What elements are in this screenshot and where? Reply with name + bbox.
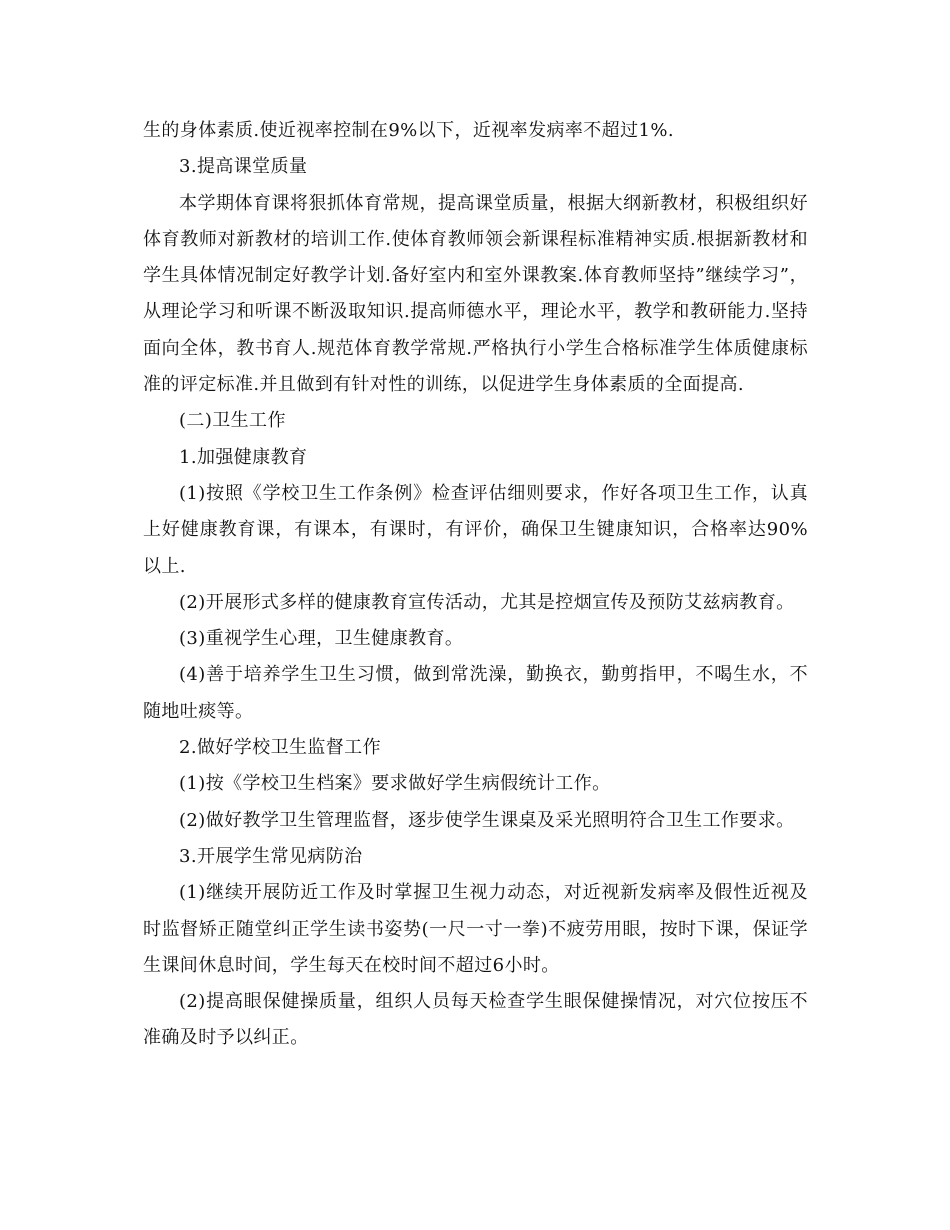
list-item: (2)开展形式多样的健康教育宣传活动，尤其是控烟宣传及预防艾兹病教育。 <box>179 591 795 613</box>
section-heading: (二)卫生工作 <box>179 410 286 432</box>
list-item: (1)继续开展防近工作及时掌握卫生视力动态，对近视新发病率及假性近视及时监督矫正随堂纠正学生读书姿势(一尺一寸一拳)不疲劳用眼，按时下课，保证学生课间休息时间，学生每天在校时间不超过6小时。 <box>143 882 808 976</box>
subsection-heading: 1.加强健康教育 <box>179 446 308 468</box>
section-heading: 3.提高课堂质量 <box>179 156 308 178</box>
body-paragraph: 本学期体育课将狠抓体育常规，提高课堂质量，根据大纲新教材，积极组织好体育教师对新教材的培训工作.使体育教师领会新课程标准精神实质.根据新教材和学生具体情况制定好教学计划.备好室内和室外课教案.体育教师坚持”继续学习”，从理论学习和听课不断汲取知识.提高师德水平，理论水平，教学和教研能力.坚持面向全体，教书育人.规范体育教学常规.严格执行小学生合格标准学生体质健康标准的评定标准.并且做到有针对性的训练，以促进学生身体素质的全面提高. <box>143 192 808 396</box>
list-item: (2)做好教学卫生管理监督，逐步使学生课桌及采光照明符合卫生工作要求。 <box>179 809 795 831</box>
document-body <box>143 113 808 1057</box>
list-item: (2)提高眼保健操质量，组织人员每天检查学生眼保健操情况，对穴位按压不准确及时予以纠正。 <box>143 991 808 1049</box>
list-item: (3)重视学生心理，卫生健康教育。 <box>179 628 464 650</box>
subsection-heading: 2.做好学校卫生监督工作 <box>179 737 381 759</box>
subsection-heading: 3.开展学生常见病防治 <box>179 845 363 867</box>
body-paragraph: 生的身体素质.使近视率控制在9%以下，近视率发病率不超过1%. <box>143 120 674 141</box>
list-item: (1)按照《学校卫生工作条例》检查评估细则要求，作好各项卫生工作，认真上好健康教育课，有课本，有课时，有评价，确保卫生键康知识，合格率达90%以上. <box>143 482 808 577</box>
list-item: (4)善于培养学生卫生习惯，做到常洗澡，勤换衣，勤剪指甲，不喝生水，不随地吐痰等。 <box>143 664 808 722</box>
list-item: (1)按《学校卫生档案》要求做好学生病假统计工作。 <box>179 773 611 795</box>
